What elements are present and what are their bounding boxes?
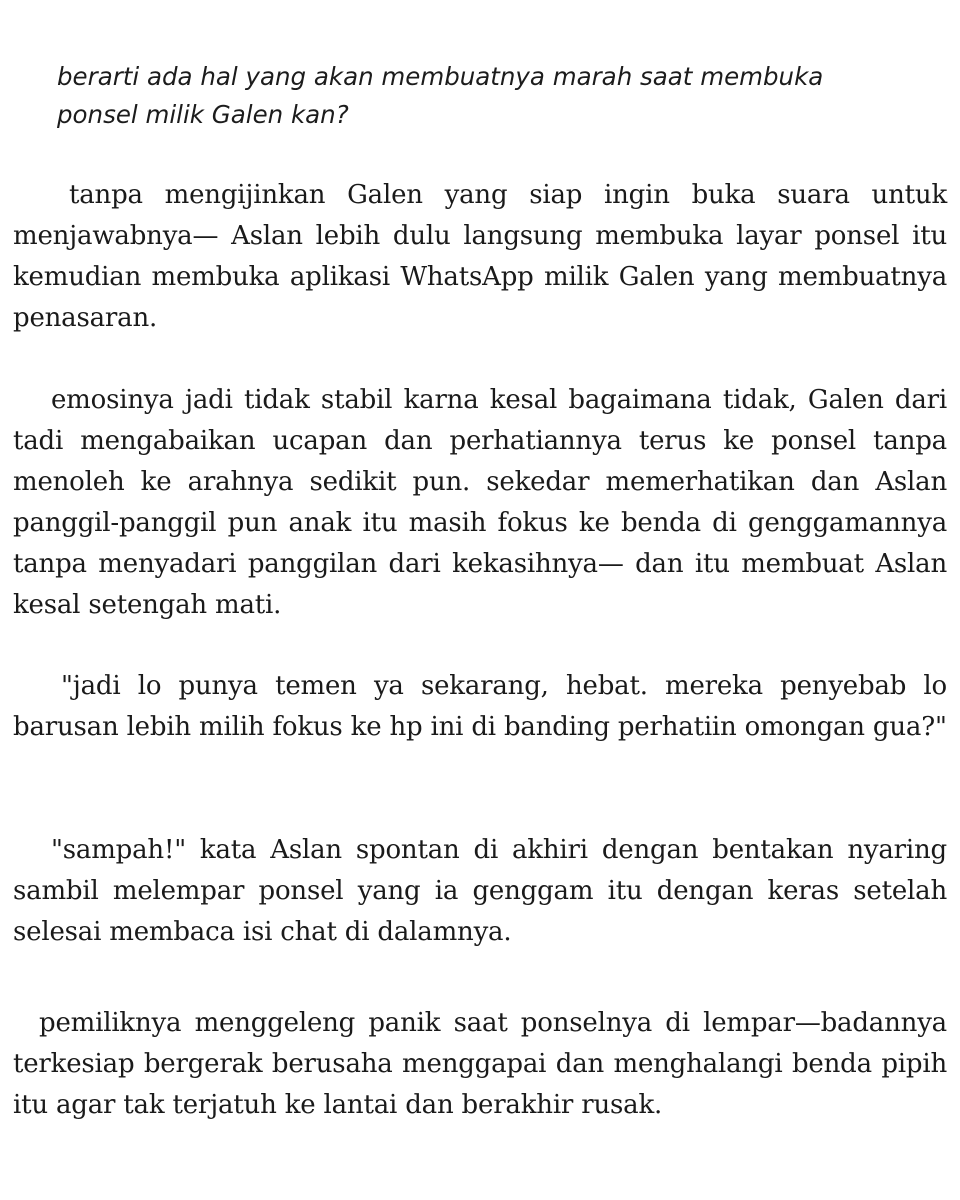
- paragraph: emosinya jadi tidak stabil karna kesal bagaimana tidak, Galen dari tadi mengabaikan ucapan dan perhatiannya terus ke ponsel tanpa menoleh ke arahnya sedikit pun. sekedar memerhatikan dan Aslan panggil-panggil pun anak itu masih fokus ke benda di genggamannya tanpa menyadari panggilan dari kekasihnya— dan itu membuat Aslan kesal setengah mati.: [13, 385, 947, 620]
- italic-thought-text: berarti ada hal yang akan membuatnya marah saat membuka ponsel milik Galen kan?: [57, 62, 824, 129]
- paragraph: pemiliknya menggeleng panik saat ponselnya di lempar—badannya terkesiap bergerak berusaha menggapai dan menghalangi benda pipih itu agar tak terjatuh ke lantai dan berakhir rusak.: [13, 1008, 947, 1120]
- paragraph: "jadi lo punya temen ya sekarang, hebat. mereka penyebab lo barusan lebih milih fokus ke hp ini di banding perhatiin omongan gua?": [13, 671, 947, 742]
- paragraph: tanpa mengijinkan Galen yang siap ingin buka suara untuk menjawabnya— Aslan lebih dulu langsung membuka layar ponsel itu kemudian membuka aplikasi WhatsApp milik Galen yang membuatnya penasaran.: [13, 180, 947, 333]
- paragraph: "sampah!" kata Aslan spontan di akhiri dengan bentakan nyaring sambil melempar ponsel yang ia genggam itu dengan keras setelah selesai membaca isi chat di dalamnya.: [13, 835, 947, 947]
